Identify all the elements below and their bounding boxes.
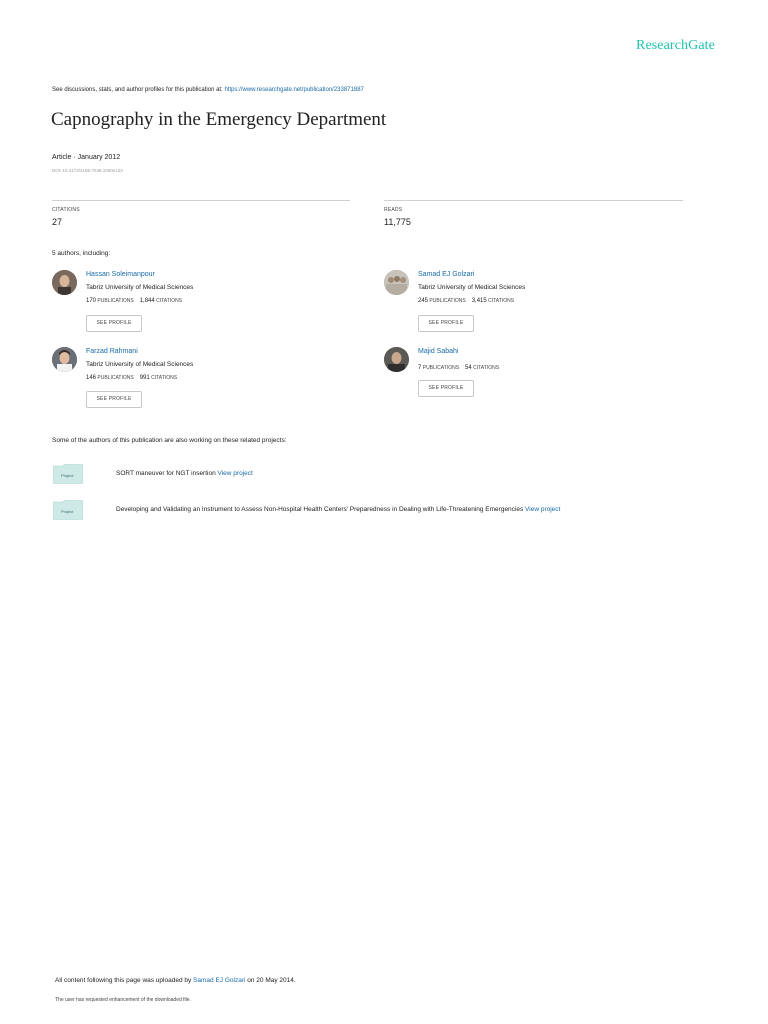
citations-count: 1,844 — [139, 298, 155, 304]
publications-label: PUBLICATIONS — [97, 375, 134, 381]
project-title-text: SORT maneuver for NGT insertion — [116, 470, 218, 477]
citations-count: 54 — [465, 365, 472, 371]
project-icon-label: Project — [61, 509, 74, 514]
author-card — [384, 347, 684, 417]
see-profile-button[interactable]: SEE PROFILE — [86, 391, 142, 408]
see-profile-button[interactable]: SEE PROFILE — [418, 380, 474, 397]
publications-count: 170 — [86, 298, 97, 304]
discussion-line — [52, 87, 364, 93]
discussion-prefix: See discussions, stats, and author profiles for this publication at: — [52, 87, 225, 93]
upload-suffix: on 20 May 2014. — [245, 977, 296, 984]
author-stats — [418, 365, 499, 371]
publications-label: PUBLICATIONS — [422, 365, 460, 371]
citations-label: CITATIONS — [488, 298, 515, 304]
citations-count: 3,415 — [471, 298, 487, 304]
citations-value: 27 — [52, 217, 63, 227]
reads-label: READS — [384, 207, 403, 213]
author-card — [52, 347, 352, 417]
avatar[interactable] — [52, 347, 77, 372]
projects-heading: Some of the authors of this publication are also working on these related projects: — [52, 437, 287, 444]
author-name[interactable]: Majid Sabahi — [418, 348, 459, 355]
project-title-text: Developing and Validating an Instrument to Assess Non-Hospital Health Centers' Preparedness in Dealing with Life-Threatening Emergencies — [116, 506, 526, 513]
citations-label: CITATIONS — [52, 207, 80, 213]
reads-divider — [384, 200, 683, 201]
view-project-link[interactable]: View project — [217, 470, 253, 477]
uploader-link[interactable]: Samad EJ Golzari — [193, 977, 246, 984]
avatar[interactable] — [384, 347, 409, 372]
author-name[interactable]: Hassan Soleimanpour — [86, 271, 155, 278]
publications-label: PUBLICATIONS — [97, 298, 134, 304]
view-project-link[interactable]: View project — [525, 506, 561, 513]
publications-label: PUBLICATIONS — [429, 298, 466, 304]
upload-prefix: All content following this page was uploaded by — [55, 977, 194, 984]
author-stats — [86, 298, 182, 304]
publication-url-link[interactable]: https://www.researchgate.net/publication/233871887 — [224, 87, 364, 93]
author-stats — [86, 375, 177, 381]
avatar[interactable] — [52, 270, 77, 295]
project-item — [52, 464, 702, 486]
author-institution: Tabriz University of Medical Sciences — [86, 361, 194, 368]
authors-heading: 5 authors, including: — [52, 250, 111, 257]
project-icon-label: Project — [61, 473, 74, 478]
enhancement-note: The user has requested enhancement of the downloaded file. — [55, 997, 191, 1003]
publications-count: 7 — [418, 365, 422, 371]
project-item — [52, 500, 702, 522]
author-institution: Tabriz University of Medical Sciences — [86, 284, 194, 291]
upload-note — [55, 977, 296, 984]
citations-divider — [52, 200, 350, 201]
author-card — [384, 270, 684, 340]
publications-count: 245 — [418, 298, 429, 304]
see-profile-button[interactable]: SEE PROFILE — [86, 315, 142, 332]
author-institution: Tabriz University of Medical Sciences — [418, 284, 526, 291]
author-name[interactable]: Samad EJ Golzari — [418, 271, 475, 278]
publications-count: 146 — [86, 375, 97, 381]
citations-count: 991 — [139, 375, 150, 381]
citations-label: CITATIONS — [151, 375, 178, 381]
project-title — [116, 470, 253, 477]
project-title — [116, 506, 560, 513]
avatar[interactable] — [384, 270, 409, 295]
citations-label: CITATIONS — [156, 298, 183, 304]
author-card — [52, 270, 352, 340]
researchgate-logo[interactable]: ResearchGate — [636, 38, 715, 53]
page-title: Capnography in the Emergency Department — [51, 109, 387, 130]
author-name[interactable]: Farzad Rahmani — [86, 348, 138, 355]
doi-text: DOI: 10.4172/2165-7548.1000e123 — [52, 168, 123, 173]
citations-label: CITATIONS — [473, 365, 500, 371]
author-stats — [418, 298, 514, 304]
article-meta: Article · January 2012 — [52, 154, 121, 161]
reads-value: 11,775 — [384, 217, 411, 227]
see-profile-button[interactable]: SEE PROFILE — [418, 315, 474, 332]
